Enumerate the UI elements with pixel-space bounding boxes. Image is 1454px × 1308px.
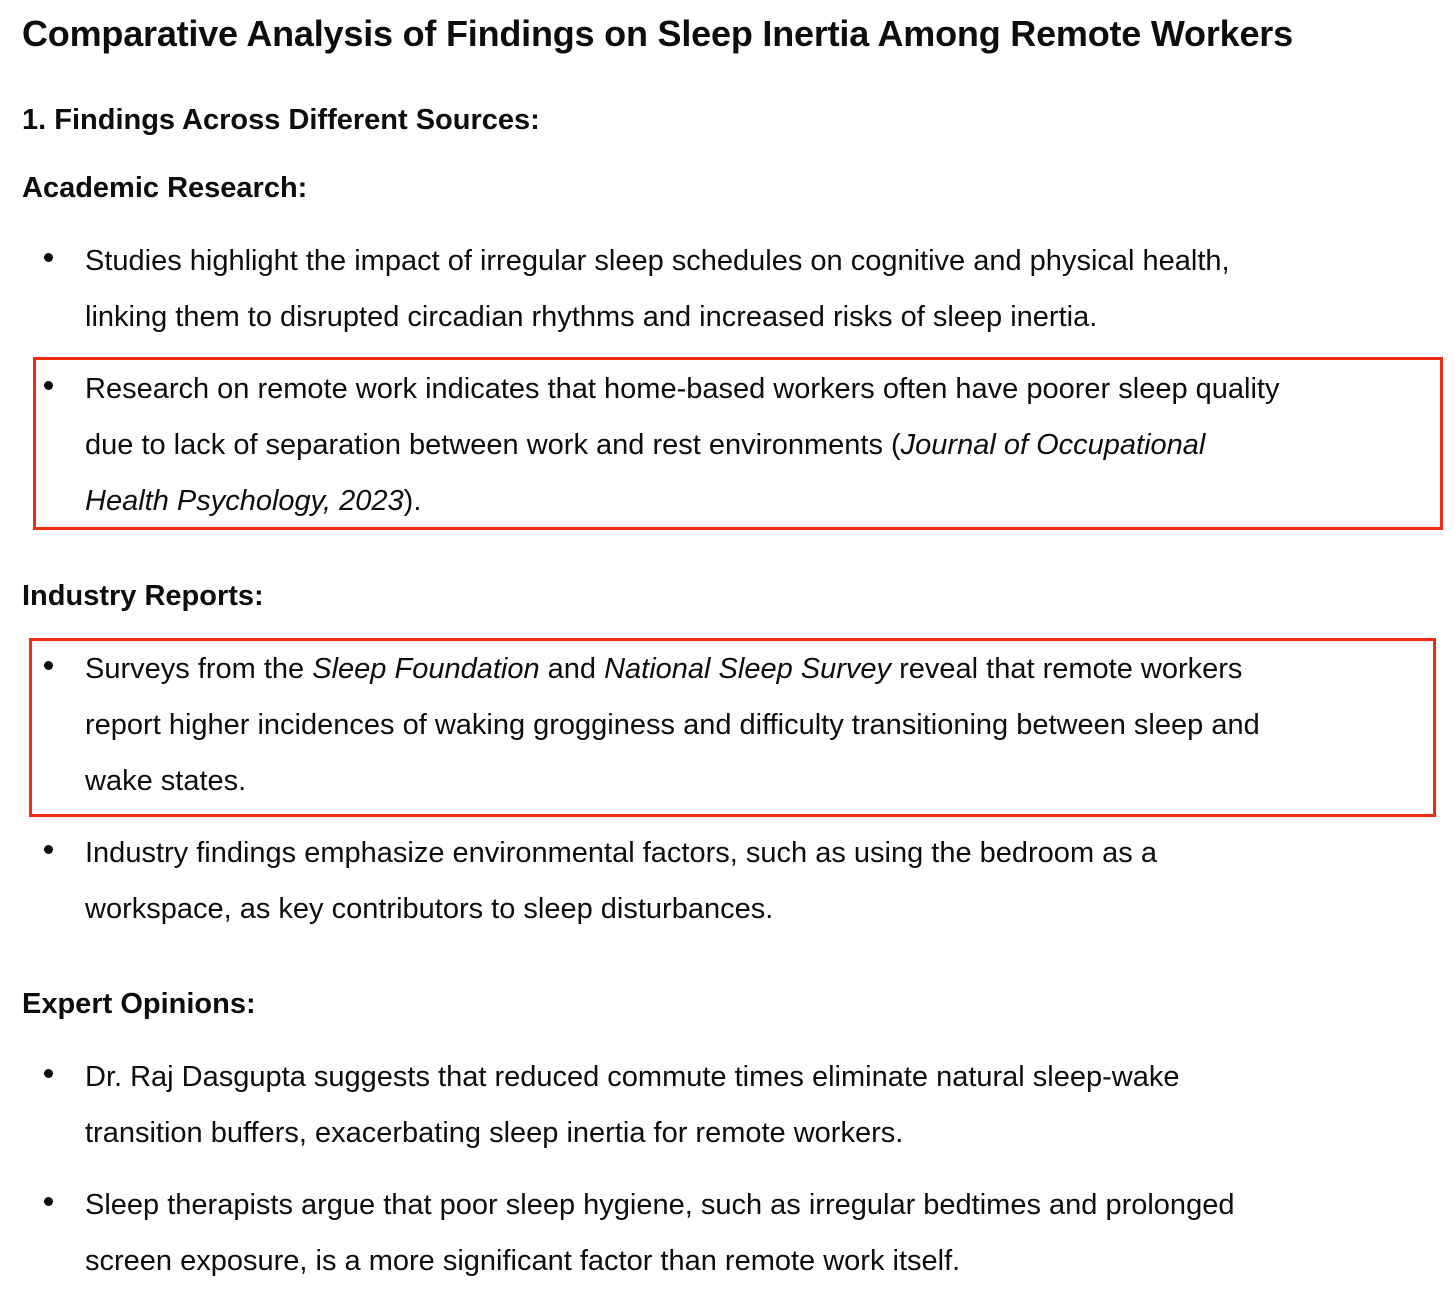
list-item	[22, 1049, 1442, 1161]
text-line: Industry findings emphasize environmental factors, such as using the bedroom as a	[85, 837, 1157, 869]
text-segment: and	[539, 653, 605, 685]
text-line: Research on remote work indicates that home-based workers often have poorer sleep quality	[85, 373, 1280, 405]
text-line: Studies highlight the impact of irregular sleep schedules on cognitive and physical health,	[85, 245, 1230, 277]
bullet-icon	[44, 1197, 53, 1206]
list-item-text	[85, 233, 1445, 345]
list-item	[22, 1177, 1442, 1289]
list-item-text	[85, 825, 1445, 937]
text-line: workspace, as key contributors to sleep disturbances.	[85, 893, 774, 925]
text-line: transition buffers, exacerbating sleep inertia for remote workers.	[85, 1117, 904, 1149]
text-line: report higher incidences of waking grogginess and difficulty transitioning between sleep and	[85, 709, 1260, 741]
source-name: National Sleep Survey	[604, 653, 892, 685]
text-line	[85, 641, 1445, 697]
text-line	[85, 417, 1445, 473]
list-item-text	[85, 641, 1445, 809]
bullet-icon	[44, 845, 53, 854]
list-item-text	[85, 1177, 1445, 1289]
bullet-icon	[44, 1069, 53, 1078]
list-item	[22, 233, 1442, 345]
text-segment: reveal that remote workers	[891, 653, 1243, 685]
citation-journal: Health Psychology, 2023	[85, 485, 404, 517]
bullet-icon	[44, 253, 53, 262]
text-line: screen exposure, is a more significant factor than remote work itself.	[85, 1245, 961, 1277]
text-line: Sleep therapists argue that poor sleep hygiene, such as irregular bedtimes and prolonged	[85, 1189, 1235, 1221]
subheading-industry-reports: Industry Reports:	[22, 580, 264, 612]
text-segment: due to lack of separation between work and rest environments (	[85, 429, 901, 461]
list-item	[22, 825, 1442, 937]
text-segment: ).	[403, 485, 422, 517]
citation-journal: Journal of Occupational	[900, 429, 1206, 461]
bullet-icon	[44, 381, 53, 390]
list-item	[22, 641, 1442, 809]
list-item-text	[85, 1049, 1445, 1161]
text-line: Dr. Raj Dasgupta suggests that reduced commute times eliminate natural sleep-wake	[85, 1061, 1180, 1093]
text-line: wake states.	[85, 765, 247, 797]
subheading-academic-research: Academic Research:	[22, 172, 308, 204]
section-heading-findings: 1. Findings Across Different Sources:	[22, 104, 540, 136]
subheading-expert-opinions: Expert Opinions:	[22, 988, 256, 1020]
document-title: Comparative Analysis of Findings on Sleep Inertia Among Remote Workers	[22, 13, 1293, 54]
text-line: linking them to disrupted circadian rhythms and increased risks of sleep inertia.	[85, 301, 1098, 333]
list-item	[22, 361, 1442, 529]
text-line	[85, 473, 1445, 529]
source-name: Sleep Foundation	[312, 653, 540, 685]
text-segment: Surveys from the	[85, 653, 313, 685]
list-item-text	[85, 361, 1445, 529]
bullet-icon	[44, 661, 53, 670]
